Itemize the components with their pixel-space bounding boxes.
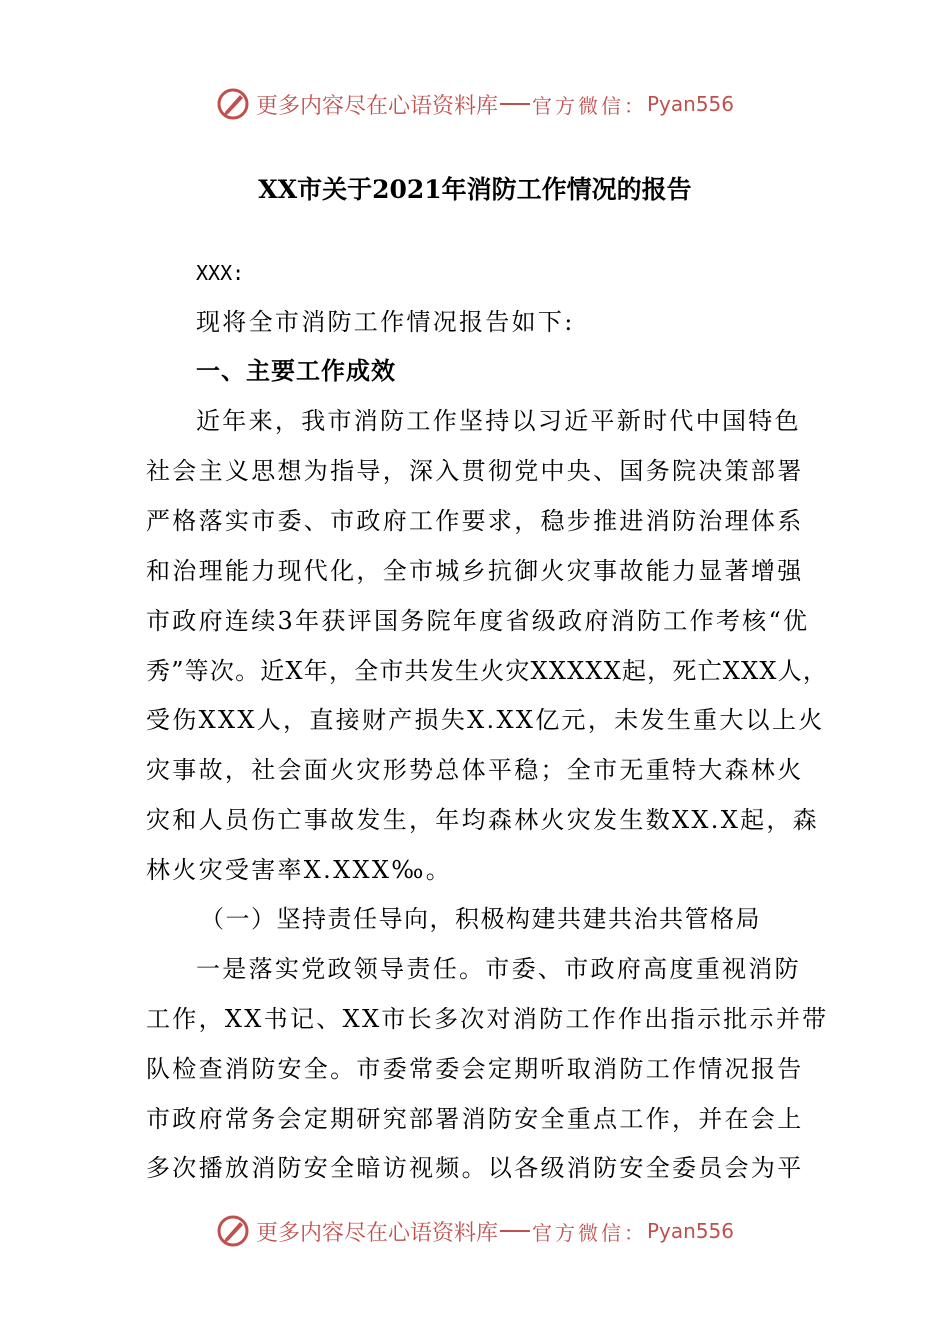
banner-wechat-label: 官方微信： xyxy=(532,93,647,118)
footer-banner xyxy=(0,1211,950,1251)
banner-dash xyxy=(500,1230,530,1232)
pen-logo-icon xyxy=(216,1214,250,1248)
subsection-heading-1: （一）坚持责任导向，积极构建共建共治共管格局 xyxy=(200,905,761,933)
paragraph-line: 社会主义思想为指导，深入贯彻党中央、国务院决策部署 xyxy=(146,457,804,485)
paragraph-line: 市政府常务会定期研究部署消防安全重点工作，并在会上 xyxy=(146,1105,804,1133)
paragraph-line: 市政府连续3年获评国务院年度省级政府消防工作考核“优 xyxy=(146,607,810,635)
banner-wechat-id: Pyan556 xyxy=(647,1219,735,1243)
paragraph-line: 灾事故，社会面火灾形势总体平稳；全市无重特大森林火 xyxy=(146,756,804,784)
intro-line: 现将全市消防工作情况报告如下: xyxy=(196,308,575,336)
paragraph-line: 严格落实市委、市政府工作要求，稳步推进消防治理体系 xyxy=(146,507,804,535)
paragraph-line: 和治理能力现代化，全市城乡抗御火灾事故能力显著增强 xyxy=(146,557,804,585)
banner-text: 更多内容尽在心语资料库 xyxy=(255,1220,498,1246)
paragraph-line: 灾和人员伤亡事故发生，年均森林火灾发生数XX.X起，森 xyxy=(146,806,819,834)
banner-dash xyxy=(500,103,530,105)
addressee: XXX: xyxy=(196,261,245,285)
paragraph-line: 受伤XXX人，直接财产损失X.XX亿元，未发生重大以上火 xyxy=(146,706,825,734)
banner-text: 更多内容尽在心语资料库 xyxy=(255,93,498,119)
paragraph-line: 队检查消防安全。市委常委会定期听取消防工作情况报告 xyxy=(146,1055,804,1083)
banner-wechat-label: 官方微信： xyxy=(532,1220,647,1245)
paragraph-line: 林火灾受害率X.XXX‰。 xyxy=(146,856,453,884)
paragraph-line: 多次播放消防安全暗访视频。以各级消防安全委员会为平 xyxy=(146,1154,804,1182)
paragraph-line: 近年来，我市消防工作坚持以习近平新时代中国特色 xyxy=(196,407,801,435)
document-title: XX市关于2021年消防工作情况的报告 xyxy=(258,175,692,204)
pen-logo-icon xyxy=(216,87,250,121)
paragraph-line: 一是落实党政领导责任。市委、市政府高度重视消防 xyxy=(196,955,801,983)
paragraph-line: 秀”等次。近X年，全市共发生火灾XXXXX起，死亡XXX人， xyxy=(146,657,829,685)
banner-wechat-id: Pyan556 xyxy=(647,92,735,116)
section-heading-1: 一、主要工作成效 xyxy=(196,357,396,385)
header-banner xyxy=(0,84,950,124)
paragraph-line: 工作，XX书记、XX市长多次对消防工作作出指示批示并带 xyxy=(146,1005,829,1033)
